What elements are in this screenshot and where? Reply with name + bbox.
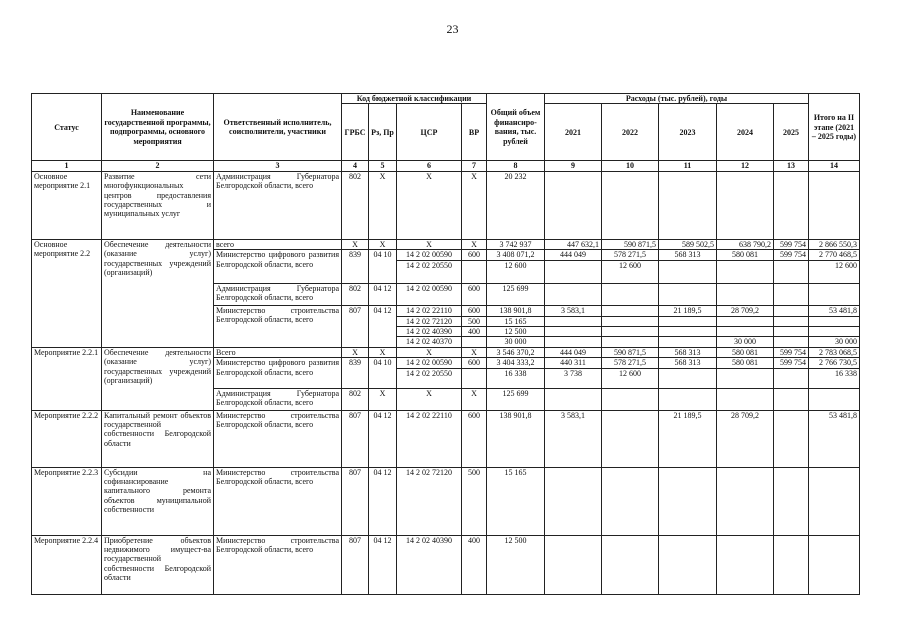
- cell-grbs: 839: [342, 250, 369, 283]
- cell-empty: [545, 171, 602, 239]
- cell-2023: 568 313: [659, 347, 717, 357]
- cell-2025: [774, 535, 809, 594]
- cell-rzpr: 04 12: [369, 305, 397, 347]
- cell-2023: [659, 337, 717, 347]
- col-num: 2: [102, 161, 214, 171]
- cell-name: Субсидии на софинансирование капитального ремонта объектов муниципальной собственности: [102, 467, 214, 535]
- cell-rzpr: X: [369, 171, 397, 239]
- cell-sum: [809, 535, 860, 594]
- cell-2021: [545, 535, 602, 594]
- col-num: 8: [487, 161, 545, 171]
- cell-total: 30 000: [487, 337, 545, 347]
- cell-empty: [717, 171, 774, 239]
- cell-rzpr: X: [369, 239, 397, 249]
- cell-2025: [774, 316, 809, 326]
- col-num: 9: [545, 161, 602, 171]
- cell-responsible: всего: [214, 239, 342, 249]
- cell-empty: [659, 171, 717, 239]
- cell-2023: [659, 283, 717, 305]
- header-total-volume: Общий объем финансиро-вания, тыс. рублей: [487, 94, 545, 161]
- cell-grbs: X: [342, 239, 369, 249]
- cell-sum: 30 000: [809, 337, 860, 347]
- col-num: 6: [397, 161, 462, 171]
- cell-grbs: 802: [342, 283, 369, 305]
- cell-status: Основное мероприятие 2.2: [32, 239, 102, 347]
- cell-grbs: 807: [342, 305, 369, 347]
- cell-status: Мероприятие 2.2.2: [32, 410, 102, 467]
- page-number: 23: [446, 22, 459, 36]
- cell-status: Мероприятие 2.2.3: [32, 467, 102, 535]
- cell-rzpr: X: [369, 388, 397, 410]
- cell-2022: 12 600: [602, 260, 659, 283]
- cell-2025: [774, 467, 809, 535]
- cell-2021: 447 632,1: [545, 239, 602, 249]
- cell-rzpr: 04 12: [369, 283, 397, 305]
- cell-vr: 400: [462, 535, 487, 594]
- financing-table: [31, 93, 860, 595]
- cell-vr: [462, 260, 487, 283]
- header-2023: 2023: [659, 104, 717, 161]
- cell-name: Капитальный ремонт объектов государственной собственности Белгородской области: [102, 410, 214, 467]
- col-num: 11: [659, 161, 717, 171]
- cell-total: 125 699: [487, 388, 545, 410]
- cell-vr: 500: [462, 467, 487, 535]
- cell-2025: [774, 327, 809, 337]
- cell-sum: [809, 388, 860, 410]
- cell-2025: [774, 283, 809, 305]
- cell-total: 12 500: [487, 327, 545, 337]
- cell-2022: [602, 283, 659, 305]
- cell-2023: [659, 535, 717, 594]
- cell-vr: X: [462, 171, 487, 239]
- cell-csr: X: [397, 388, 462, 410]
- cell-responsible: Министерство строительства Белгородской области, всего: [214, 305, 342, 347]
- cell-2021: 3 583,1: [545, 410, 602, 467]
- cell-2025: 599 754: [774, 239, 809, 249]
- cell-sum: 2 770 468,5: [809, 250, 860, 260]
- cell-sum: 53 481,8: [809, 305, 860, 316]
- cell-2021: [545, 260, 602, 283]
- cell-status: Мероприятие 2.2.1: [32, 347, 102, 410]
- cell-2022: 578 271,5: [602, 358, 659, 368]
- cell-rzpr: 04 10: [369, 358, 397, 388]
- cell-2024: 580 081: [717, 358, 774, 368]
- cell-responsible: Администрация Губернатора Белгородской области, всего: [214, 171, 342, 239]
- cell-2021: [545, 337, 602, 347]
- cell-sum: 53 481,8: [809, 410, 860, 467]
- cell-total: 12 600: [487, 260, 545, 283]
- cell-empty: [602, 171, 659, 239]
- cell-responsible: Администрация Губернатора Белгородской области, всего: [214, 283, 342, 305]
- cell-csr: 14 2 02 20550: [397, 260, 462, 283]
- cell-vr: 600: [462, 283, 487, 305]
- cell-2022: 590 871,5: [602, 347, 659, 357]
- table-row: [32, 410, 860, 467]
- cell-2025: [774, 388, 809, 410]
- cell-2024: 28 709,2: [717, 305, 774, 316]
- cell-2022: [602, 305, 659, 316]
- header-status: Статус: [32, 94, 102, 161]
- table-row: [32, 239, 860, 249]
- cell-responsible: Министерство цифрового развития Белгородской области, всего: [214, 358, 342, 388]
- cell-vr: 600: [462, 250, 487, 260]
- cell-vr: 400: [462, 327, 487, 337]
- cell-csr: X: [397, 239, 462, 249]
- cell-2023: [659, 467, 717, 535]
- cell-csr: 14 2 02 72120: [397, 467, 462, 535]
- cell-2023: [659, 316, 717, 326]
- cell-2024: 580 081: [717, 347, 774, 357]
- cell-2023: 21 189,5: [659, 410, 717, 467]
- cell-2025: 599 754: [774, 358, 809, 368]
- cell-2021: [545, 316, 602, 326]
- cell-csr: X: [397, 347, 462, 357]
- cell-responsible: Администрация Губернатора Белгородской области, всего: [214, 388, 342, 410]
- cell-status: Мероприятие 2.2.4: [32, 535, 102, 594]
- header-grbs: ГРБС: [342, 104, 369, 161]
- col-num: 7: [462, 161, 487, 171]
- cell-2021: 3 583,1: [545, 305, 602, 316]
- cell-2022: 590 871,5: [602, 239, 659, 249]
- cell-csr: X: [397, 171, 462, 239]
- cell-2021: [545, 467, 602, 535]
- header-vr: ВР: [462, 104, 487, 161]
- cell-total: 3 404 333,2: [487, 358, 545, 368]
- col-num: 4: [342, 161, 369, 171]
- header-rzpr: Рз, Пр: [369, 104, 397, 161]
- cell-grbs: 802: [342, 388, 369, 410]
- cell-2024: 28 709,2: [717, 410, 774, 467]
- cell-empty: [774, 171, 809, 239]
- cell-sum: [809, 283, 860, 305]
- cell-2024: 638 790,2: [717, 239, 774, 249]
- col-num: 13: [774, 161, 809, 171]
- cell-sum: [809, 316, 860, 326]
- col-num: 3: [214, 161, 342, 171]
- header-csr: ЦСР: [397, 104, 462, 161]
- cell-name: Развитие сети многофункциональных центров предоставления государственных и муниципальных услуг: [102, 171, 214, 239]
- cell-csr: 14 2 02 40370: [397, 337, 462, 347]
- cell-csr: 14 2 02 20550: [397, 368, 462, 388]
- cell-total: 12 500: [487, 535, 545, 594]
- cell-total: 138 901,8: [487, 305, 545, 316]
- cell-vr: [462, 337, 487, 347]
- cell-2021: 444 049: [545, 347, 602, 357]
- cell-2022: [602, 410, 659, 467]
- cell-total: 3 546 370,2: [487, 347, 545, 357]
- cell-total: 20 232: [487, 171, 545, 239]
- cell-2024: [717, 368, 774, 388]
- cell-responsible: Министерство строительства Белгородской области, всего: [214, 467, 342, 535]
- cell-total: 16 338: [487, 368, 545, 388]
- col-num: 14: [809, 161, 860, 171]
- cell-2021: 3 738: [545, 368, 602, 388]
- cell-2023: [659, 368, 717, 388]
- cell-2024: [717, 327, 774, 337]
- cell-vr: X: [462, 347, 487, 357]
- cell-responsible: Всего: [214, 347, 342, 357]
- table-row: [32, 347, 860, 357]
- cell-name: Обеспечение деятельности (оказание услуг) государственных учреждений (организаций): [102, 347, 214, 410]
- header-expenses: Расходы (тыс. рублей), годы: [545, 94, 809, 104]
- cell-2021: [545, 388, 602, 410]
- cell-sum: 2 783 068,5: [809, 347, 860, 357]
- cell-2022: [602, 316, 659, 326]
- cell-2024: [717, 388, 774, 410]
- cell-grbs: 802: [342, 171, 369, 239]
- cell-2022: [602, 388, 659, 410]
- cell-2024: [717, 316, 774, 326]
- cell-rzpr: X: [369, 347, 397, 357]
- header-responsible: Ответственный исполнитель, соисполнители, участники: [214, 94, 342, 161]
- cell-2024: 580 081: [717, 250, 774, 260]
- cell-vr: 600: [462, 358, 487, 368]
- cell-2023: [659, 260, 717, 283]
- cell-grbs: 807: [342, 535, 369, 594]
- cell-rzpr: 04 12: [369, 410, 397, 467]
- header-2022: 2022: [602, 104, 659, 161]
- cell-2023: 568 313: [659, 358, 717, 368]
- cell-2024: [717, 535, 774, 594]
- cell-rzpr: 04 10: [369, 250, 397, 283]
- cell-sum: [809, 467, 860, 535]
- header-budget-code: Код бюджетной классификации: [342, 94, 487, 104]
- cell-2025: 599 754: [774, 250, 809, 260]
- cell-vr: 600: [462, 305, 487, 316]
- header-2025: 2025: [774, 104, 809, 161]
- cell-vr: 600: [462, 410, 487, 467]
- cell-sum: 2 866 550,3: [809, 239, 860, 249]
- cell-2021: [545, 283, 602, 305]
- cell-csr: 14 2 02 00590: [397, 358, 462, 368]
- cell-2025: [774, 260, 809, 283]
- col-num: 5: [369, 161, 397, 171]
- cell-2025: [774, 337, 809, 347]
- cell-2021: 444 049: [545, 250, 602, 260]
- cell-grbs: X: [342, 347, 369, 357]
- cell-total: 138 901,8: [487, 410, 545, 467]
- cell-2025: [774, 410, 809, 467]
- cell-vr: 500: [462, 316, 487, 326]
- cell-2022: [602, 327, 659, 337]
- cell-2022: [602, 535, 659, 594]
- cell-csr: 14 2 02 22110: [397, 305, 462, 316]
- cell-responsible: Министерство строительства Белгородской области, всего: [214, 535, 342, 594]
- cell-csr: 14 2 02 40390: [397, 327, 462, 337]
- cell-2024: [717, 467, 774, 535]
- cell-sum: [809, 327, 860, 337]
- col-num: 1: [32, 161, 102, 171]
- cell-2024: [717, 260, 774, 283]
- cell-2023: [659, 327, 717, 337]
- cell-sum: 16 338: [809, 368, 860, 388]
- cell-csr: 14 2 02 40390: [397, 535, 462, 594]
- table-row: [32, 467, 860, 535]
- cell-2024: 30 000: [717, 337, 774, 347]
- cell-2023: [659, 388, 717, 410]
- header-2021: 2021: [545, 104, 602, 161]
- cell-grbs: 807: [342, 410, 369, 467]
- header-name: Наименование государственной программы, подпрограммы, основного мероприятия: [102, 94, 214, 161]
- col-num: 12: [717, 161, 774, 171]
- cell-total: 3 408 071,2: [487, 250, 545, 260]
- cell-grbs: 807: [342, 467, 369, 535]
- header-stage-total: Итого на II этапе (2021 – 2025 годы): [809, 94, 860, 161]
- cell-sum: 12 600: [809, 260, 860, 283]
- cell-2025: [774, 368, 809, 388]
- cell-total: 15 165: [487, 316, 545, 326]
- cell-2021: 440 311: [545, 358, 602, 368]
- cell-sum: 2 766 730,5: [809, 358, 860, 368]
- cell-vr: X: [462, 239, 487, 249]
- header-2024: 2024: [717, 104, 774, 161]
- cell-responsible: Министерство строительства Белгородской области, всего: [214, 410, 342, 467]
- cell-2024: [717, 283, 774, 305]
- table-row: [32, 171, 860, 239]
- cell-2023: 21 189,5: [659, 305, 717, 316]
- cell-responsible: Министерство цифрового развития Белгородской области, всего: [214, 250, 342, 283]
- cell-name: Обеспечение деятельности (оказание услуг) государственных учреждений (организаций): [102, 239, 214, 347]
- cell-name: Приобретение объектов недвижимого имущест-ва государственной собственности Белгородской области: [102, 535, 214, 594]
- cell-2022: 578 271,5: [602, 250, 659, 260]
- cell-2025: 599 754: [774, 347, 809, 357]
- cell-rzpr: 04 12: [369, 535, 397, 594]
- cell-csr: 14 2 02 22110: [397, 410, 462, 467]
- cell-empty: [809, 171, 860, 239]
- table-row: [32, 535, 860, 594]
- cell-csr: 14 2 02 00590: [397, 283, 462, 305]
- cell-vr: [462, 368, 487, 388]
- cell-2023: 568 313: [659, 250, 717, 260]
- column-numbers-row: [32, 161, 860, 171]
- cell-status: Основное мероприятие 2.1: [32, 171, 102, 239]
- cell-2022: 12 600: [602, 368, 659, 388]
- cell-vr: X: [462, 388, 487, 410]
- cell-csr: 14 2 02 72120: [397, 316, 462, 326]
- cell-2021: [545, 327, 602, 337]
- cell-csr: 14 2 02 00590: [397, 250, 462, 260]
- cell-total: 3 742 937: [487, 239, 545, 249]
- cell-total: 15 165: [487, 467, 545, 535]
- cell-2022: [602, 467, 659, 535]
- cell-2025: [774, 305, 809, 316]
- cell-rzpr: 04 12: [369, 467, 397, 535]
- cell-grbs: 839: [342, 358, 369, 388]
- col-num: 10: [602, 161, 659, 171]
- cell-2023: 589 502,5: [659, 239, 717, 249]
- cell-total: 125 699: [487, 283, 545, 305]
- cell-2022: [602, 337, 659, 347]
